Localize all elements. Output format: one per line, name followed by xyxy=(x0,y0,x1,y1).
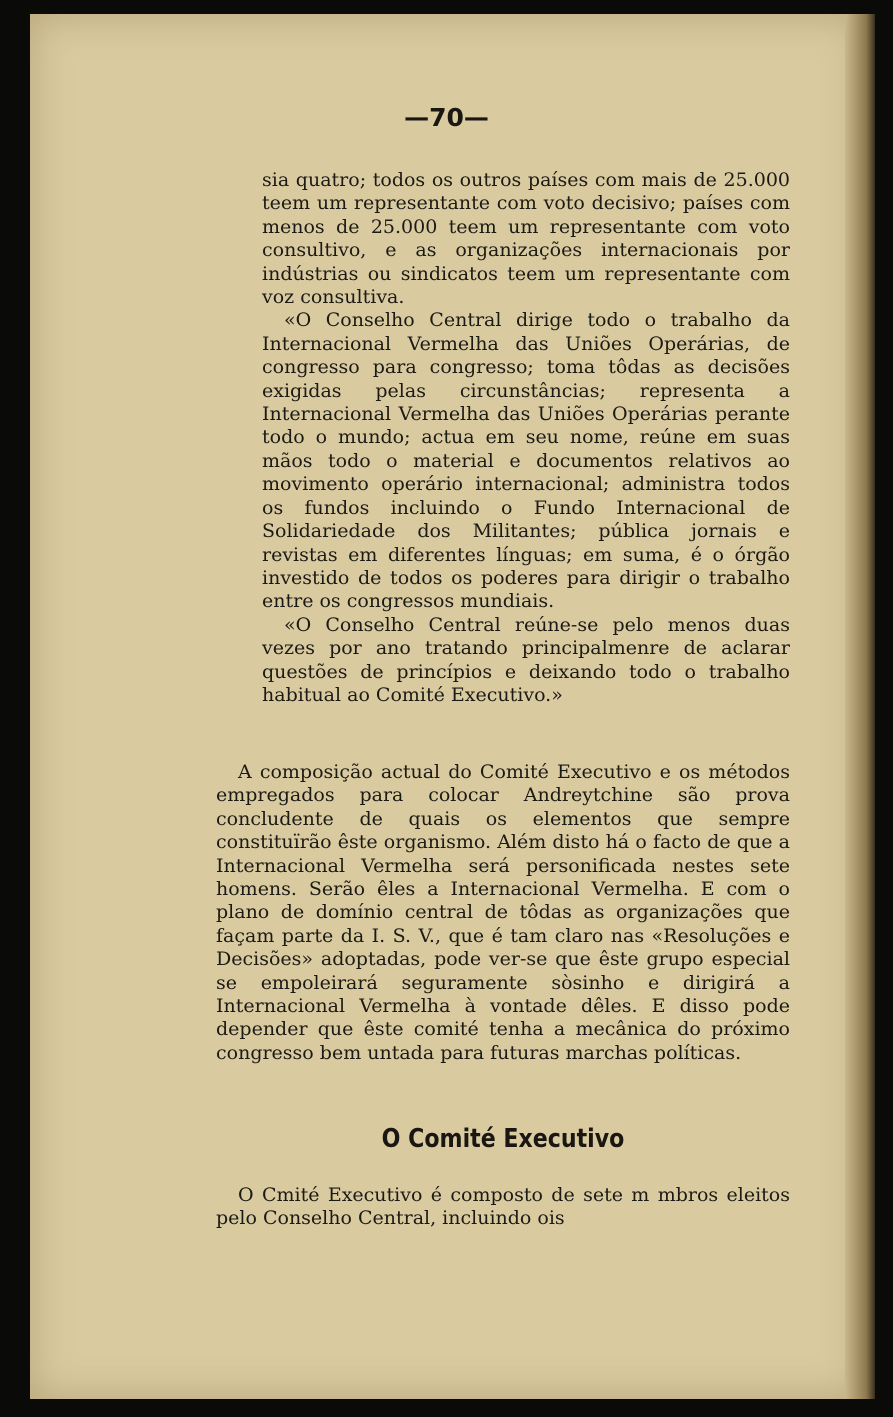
body-text xyxy=(216,761,790,1065)
section-paragraph: O Cmité Executivo é composto de sete m mbros eleitos pelo Conselho Central, incluindo ois xyxy=(216,1184,790,1230)
quote-paragraph-2: «O Conselho Central dirige todo o trabalho da Internacional Vermelha das Uniões Operárias, de congresso para congresso; toma tôdas as decisões exigidas pelas circunstâncias; representa a Internacional Vermelha das Uniões Operárias perante todo o mundo; actua em seu nome, reúne em suas mãos todo o material e documentos relativos ao movimento operário internacional; administra todos os fundos incluindo o Fundo Internacional de Solidariedade dos Militantes; pública jornais e revistas em diferentes línguas; em suma, é o órgão investido de todos os poderes para dirigir o trabalho entre os congressos mundiais. xyxy=(262,309,790,613)
page-edge xyxy=(845,14,875,1399)
page-number: —70— xyxy=(404,103,489,132)
section-heading: O Comité Executivo xyxy=(381,1124,625,1154)
quote-paragraph-3: «O Conselho Central reúne-se pelo menos duas vezes por ano tratando principalmenre de aclarar questões de princípios e deixando todo o trabalho habitual ao Comité Executivo.» xyxy=(262,613,790,706)
body-paragraph: A composição actual do Comité Executivo e os métodos empregados para colocar Andreytchine são prova concludente de quais os elementos que sempre constituïrão êste organismo. Além disto há o facto de que a Internacional Vermelha será personificada nestes sete homens. Serão êles a Internacional Vermelha. E com o plano de domínio central de tôdas as organizações que façam parte da I. S. V., que é tam claro nas «Resoluções e Decisões» adoptadas, pode ver-se que êste grupo especial se empoleirará seguramente sòsinho e dirigirá a Internacional Vermelha à vontade dêles. E disso pode depender que êste comité tenha a mecânica do próximo congresso bem untada para futuras marchas políticas. xyxy=(216,761,790,1064)
section-text xyxy=(216,1184,790,1231)
quote-paragraph-1: sia quatro; todos os outros países com mais de 25.000 teem um representante com voto decisivo; países com menos de 25.000 teem um representante com voto consultivo, e as organizações internacionais por indústrias ou sindicatos teem um representante com voz consultiva. xyxy=(262,169,790,309)
quoted-rules-block xyxy=(262,169,790,707)
